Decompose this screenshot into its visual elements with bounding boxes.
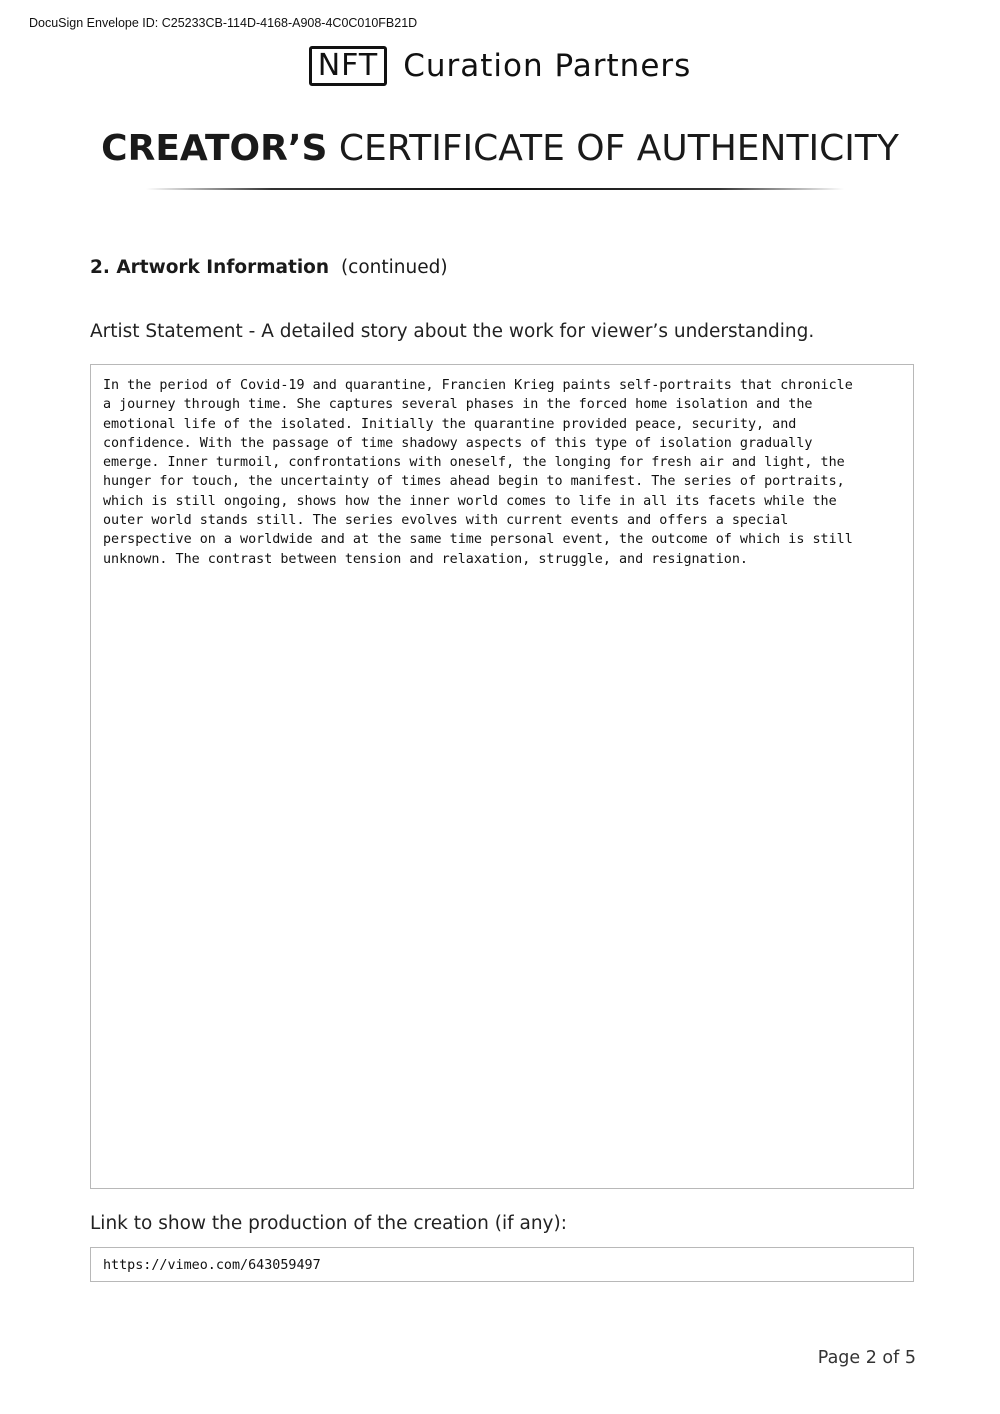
brand-name: Curation Partners — [403, 48, 692, 84]
section-heading-title: 2. Artwork Information — [90, 257, 330, 278]
section-heading-note: (continued) — [340, 257, 448, 278]
artist-statement-text: In the period of Covid-19 and quarantine, Francien Krieg paints self-portraits that chronicle a journey through time. She captures several phases in the forced home isolation and the emotional life of the isolated. Initially the quarantine provided peace, security, and confidence. With the passage of time shadowy aspects of this type of isolation gradually emerge. Inner turmoil, confrontations with oneself, the longing for fresh air and light, the hunger for touch, the uncertainty of times ahead begin to manifest. The series of portraits, which is still ongoing, shows how the inner world comes to life in all its facets while the outer world stands still. The series evolves with current events and offers a special perspective on a worldwide and at the same time personal event, the outcome of which is still unknown. The contrast between tension and relaxation, struggle, and resignation. — [103, 378, 853, 567]
page-number: Page 2 of 5 — [817, 1348, 916, 1368]
section-heading — [90, 257, 448, 278]
certificate-title — [0, 128, 1000, 169]
brand-logo — [0, 46, 1000, 86]
production-link-label: Link to show the production of the creation (if any): — [90, 1213, 567, 1234]
artist-statement-field[interactable] — [90, 364, 914, 1189]
certificate-title-bold: CREATOR’S — [101, 128, 328, 169]
docusign-envelope-id: DocuSign Envelope ID: C25233CB-114D-4168-A908-4C0C010FB21D — [29, 16, 418, 30]
artist-statement-label: Artist Statement - A detailed story about the work for viewer’s understanding. — [90, 321, 815, 342]
production-link-field[interactable] — [90, 1247, 914, 1282]
production-link-value: https://vimeo.com/643059497 — [103, 1258, 321, 1273]
brand-logo-box: NFT — [309, 46, 388, 86]
title-divider — [146, 188, 844, 190]
certificate-title-light: CERTIFICATE OF AUTHENTICITY — [338, 128, 899, 169]
